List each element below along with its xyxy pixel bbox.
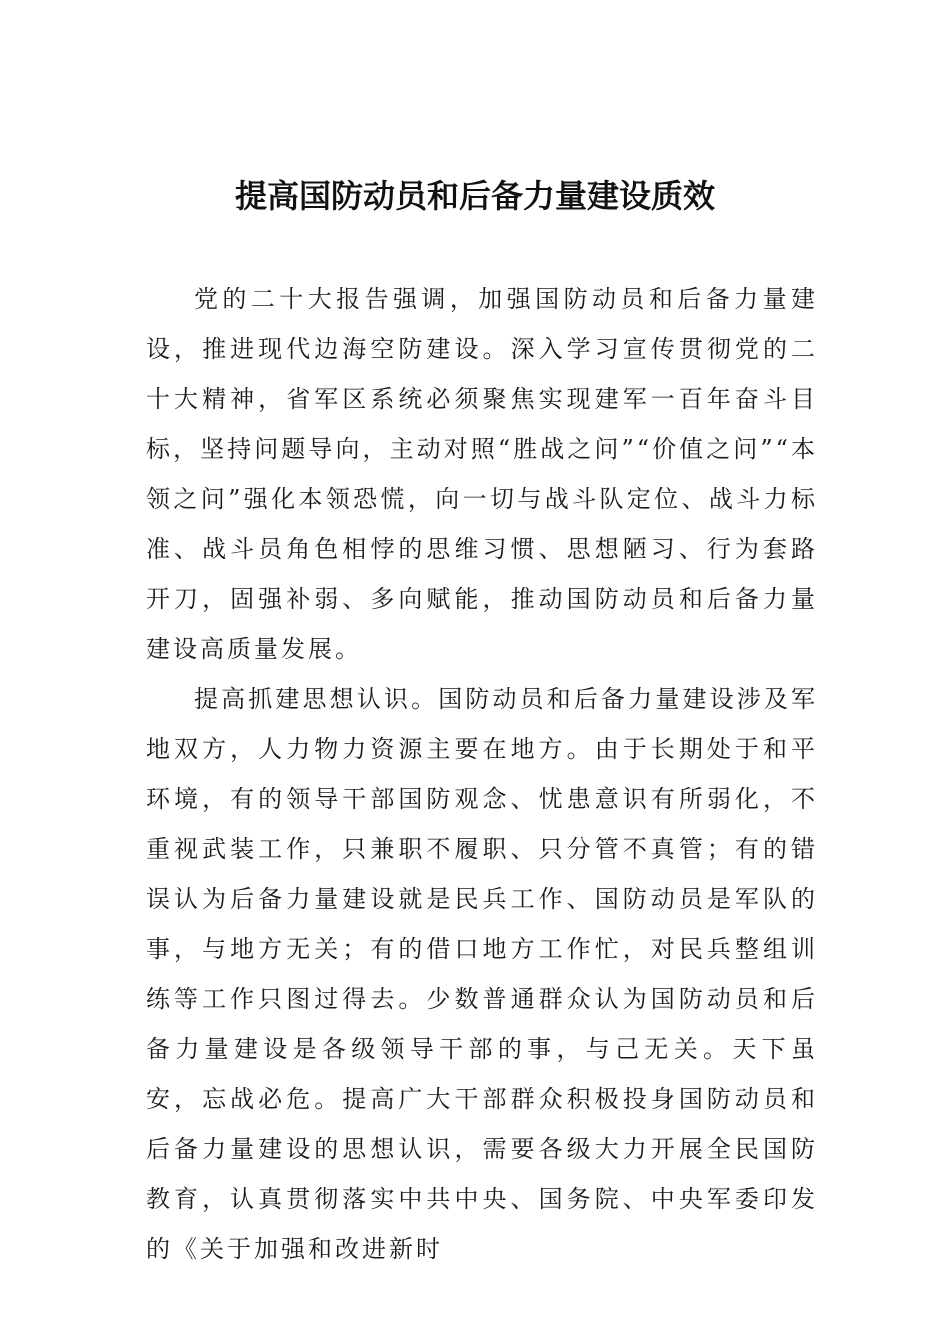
paragraph-1: 党的二十大报告强调，加强国防动员和后备力量建设，推进现代边海空防建设。深入学习宣传贯彻党的二十大精神，省军区系统必须聚焦实现建军一百年奋斗目标，坚持问题导向，主动对照“胜战之问”“价值之问”“本领之问”强化本领恐慌，向一切与战斗队定位、战斗力标准、战斗员角色相悖的思维习惯、思想陋习、行为套路开刀，固强补弱、多向赋能，推动国防动员和后备力量建设高质量发展。: [146, 285, 818, 663]
paragraph-2: 提高抓建思想认识。国防动员和后备力量建设涉及军地双方，人力物力资源主要在地方。由于长期处于和平环境，有的领导干部国防观念、忧患意识有所弱化，不重视武装工作，只兼职不履职、只分管不真管；有的错误认为后备力量建设就是民兵工作、国防动员是军队的事，与地方无关；有的借口地方工作忙，对民兵整组训练等工作只图过得去。少数普通群众认为国防动员和后备力量建设是各级领导干部的事，与己无关。天下虽安，忘战必危。提高广大干部群众积极投身国防动员和后备力量建设的思想认识，需要各级大力开展全民国防教育，认真贯彻落实中共中央、国务院、中央军委印发的《关于加强和改进新时: [146, 685, 818, 1263]
document-title: 提高国防动员和后备力量建设质效: [234, 177, 715, 215]
document-body: [146, 274, 818, 1274]
